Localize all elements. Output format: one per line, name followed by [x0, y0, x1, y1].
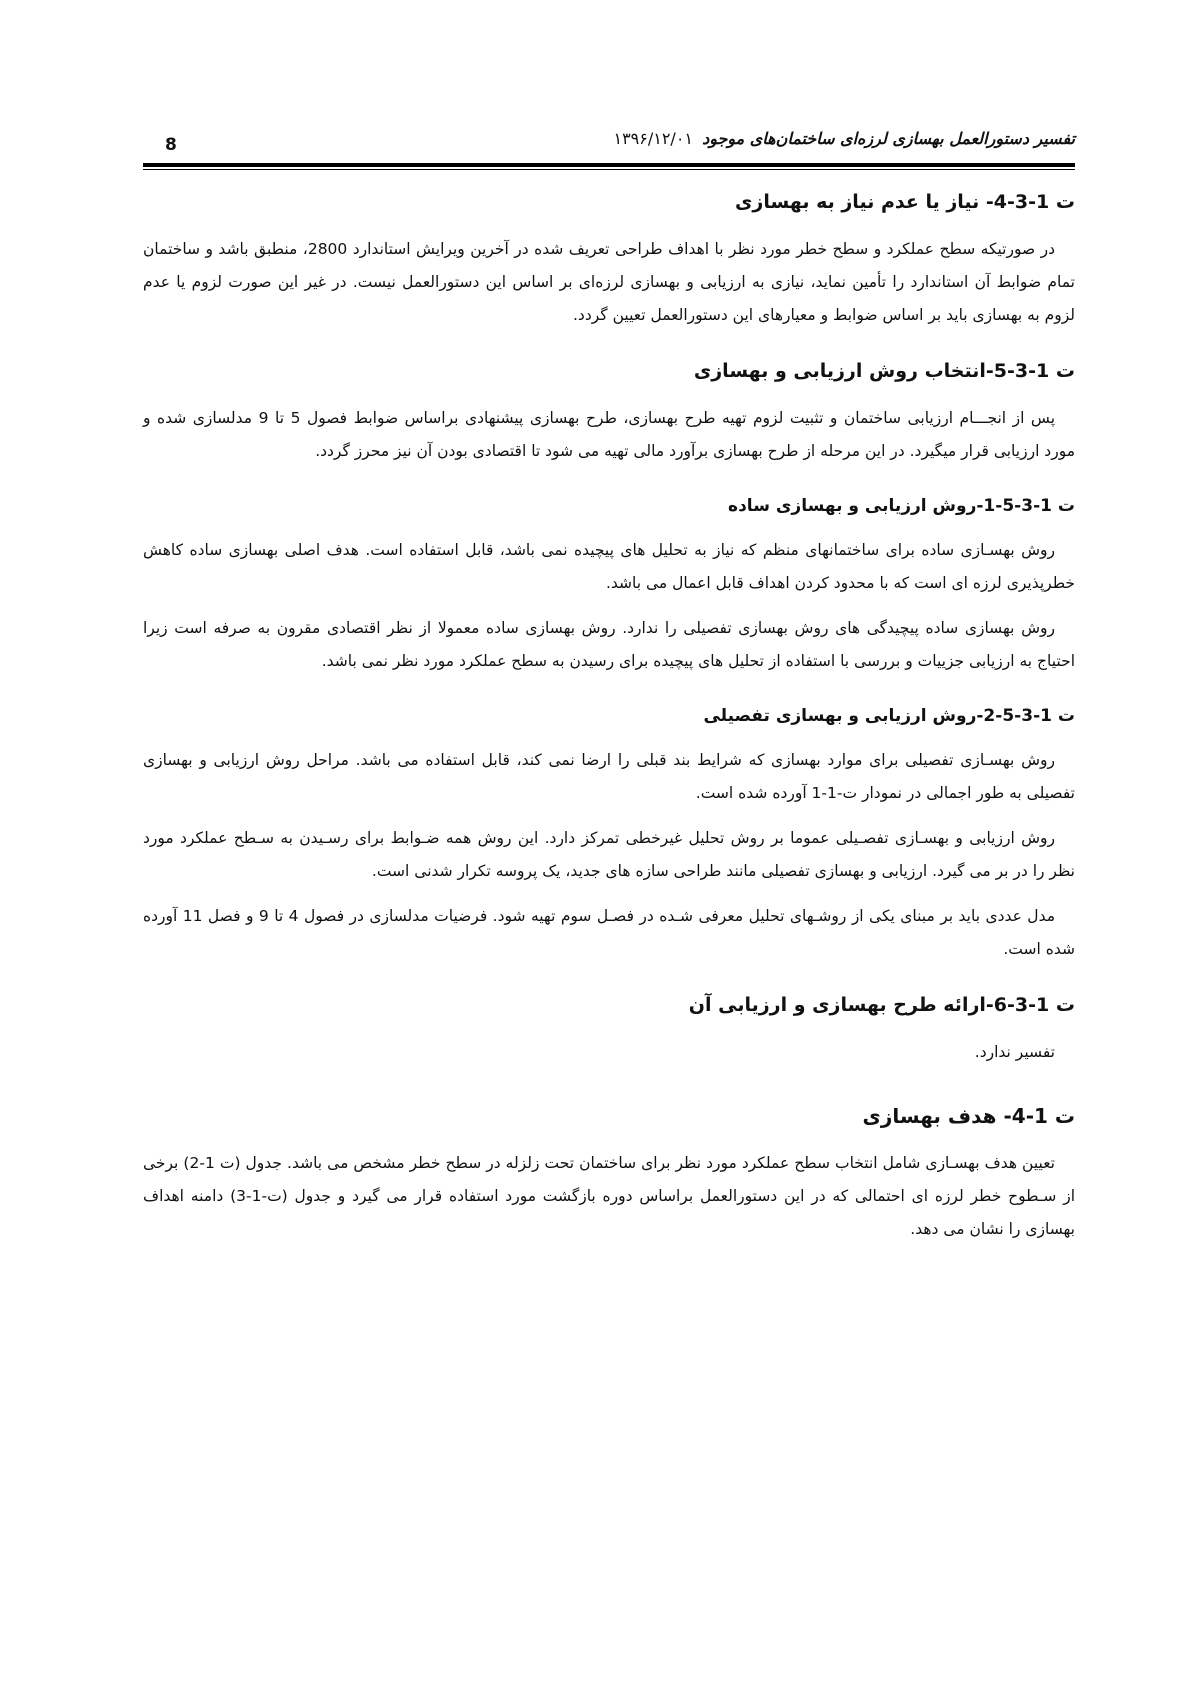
page-number: 8 — [165, 135, 177, 155]
subsection-heading-simple-method: ت 1-3-5-1-روش ارزیابی و بهسازی ساده — [728, 496, 1075, 516]
document-body — [143, 185, 1075, 1258]
subsection-heading-detailed-method: ت 1-3-5-2-روش ارزیابی و بهسازی تفصیلی — [703, 706, 1075, 726]
paragraph: مدل عددی باید بر مبنای یکی از روشـهای تحلیل معرفی شـده در فصـل سوم تهیه شود. فرضیات مدلسازی در فصول 4 تا 9 و فصل 11 آورده شده است. — [143, 907, 1075, 958]
header-title: تفسیر دستورالعمل بهسازی لرزه‌ای ساختمان‌های موجود — [702, 129, 1075, 148]
section-heading-method-selection: ت 1-3-5-انتخاب روش ارزیابی و بهسازی — [693, 360, 1075, 382]
running-header — [143, 127, 1075, 161]
header-date: ۱۳۹۶/۱۲/۰۱ — [613, 129, 693, 148]
header-rule-thin — [143, 169, 1075, 170]
paragraph: تعیین هدف بهسـازی شامل انتخاب سطح عملکرد مورد نظر برای ساختمان تحت زلزله در سطح خطر مشخص می باشد. جدول (ت 1-2) برخی از سـطوح خطر لرزه ای احتمالی که در این دستورالعمل براساس دوره بازگشت مورد استفاده قرار می گیرد و جدول (ت-1-3) دامنه اهداف بهسازی را نشان می دهد. — [143, 1154, 1076, 1238]
section-heading-need-for-retrofit: ت 1-3-4- نیاز یا عدم نیاز به بهسازی — [734, 191, 1075, 213]
paragraph: روش ارزیابی و بهسـازی تفصـیلی عموما بر روش تحلیل غیرخطی تمرکز دارد. این روش همه ضـوابط برای رسـیدن به سـطح عملکرد مورد نظر را در بر می گیرد. ارزیابی و بهسازی تفصیلی مانند طراحی سازه های جدید، یک پروسه تکرار شدنی است. — [143, 829, 1075, 880]
paragraph: پس از انجـــام ارزیابی ساختمان و تثبیت لزوم تهیه طرح بهسازی، طرح بهسازی پیشنهادی براساس ضوابط فصول 5 تا 9 مدلسازی شده و مورد ارزیابی قرار میگیرد. در این مرحله از طرح بهسازی برآورد مالی تهیه می شود تا اقتصادی بودن آن نیز محرز گردد. — [143, 409, 1075, 460]
paragraph: روش بهسازی ساده پیچیدگی های روش بهسازی تفصیلی را ندارد. روش بهسازی ساده معمولا از نظر اقتصادی مقرون به صرفه است زیرا احتیاج به ارزیابی جزییات و بررسی با استفاده از تحلیل های پیچیده برای رسیدن به سطح عملکرد مورد نظر نمی باشد. — [143, 619, 1075, 670]
section-heading-plan-presentation: ت 1-3-6-ارائه طرح بهسازی و ارزیابی آن — [688, 994, 1075, 1016]
header-rule — [143, 163, 1075, 167]
paragraph: روش بهسـازی ساده برای ساختمانهای منظم که نیاز به تحلیل های پیچیده نمی باشد، قابل استفاده است. هدف اصلی بهسازی ساده کاهش خطرپذیری لرزه ای است که با محدود کردن اهداف قابل اعمال می باشد. — [143, 541, 1075, 592]
paragraph: روش بهسـازی تفصیلی برای موارد بهسازی که شرایط بند قبلی را ارضا نمی کند، قابل استفاده می باشد. مراحل روش ارزیابی و بهسازی تفصیلی به طور اجمالی در نمودار ت-1-1 آورده شده است. — [143, 751, 1075, 802]
paragraph: تفسیر ندارد. — [974, 1043, 1055, 1061]
document-page — [143, 0, 1075, 1684]
section-heading-retrofit-objective: ت 1-4- هدف بهسازی — [862, 1104, 1075, 1128]
paragraph: در صورتیکه سطح عملکرد و سطح خطر مورد نظر با اهداف طراحی تعریف شده در آخرین ویرایش استاندارد 2800، منطبق باشد و ساختمان تمام ضوابط آن استاندارد را تأمین نماید، نیازی به ارزیابی و بهسازی لرزه‌ای بر اساس این دستورالعمل نیست. در غیر این صورت لزوم یا عدم لزوم به بهسازی باید بر اساس ضوابط و معیارهای این دستورالعمل تعیین گردد. — [143, 240, 1075, 324]
